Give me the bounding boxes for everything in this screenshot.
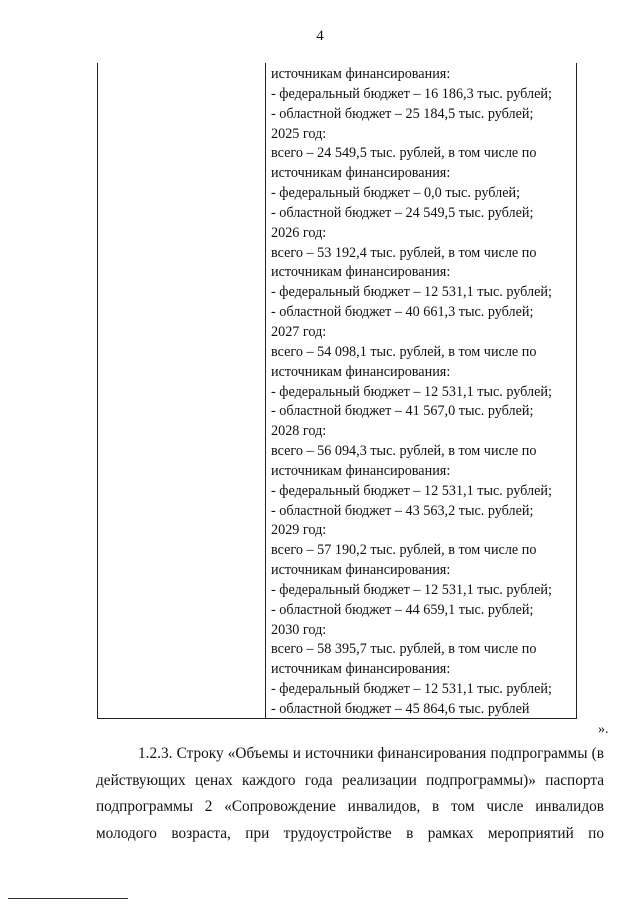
financing-line: всего – 58 395,7 тыс. рублей, в том числе по	[271, 641, 537, 658]
financing-line: 2026 год:	[271, 224, 327, 241]
financing-line: источникам финансирования:	[271, 165, 451, 182]
financing-line: - федеральный бюджет – 16 186,3 тыс. рублей;	[271, 85, 552, 102]
financing-cell	[271, 65, 572, 720]
financing-line: источникам финансирования:	[271, 264, 451, 281]
financing-line: - областной бюджет – 25 184,5 тыс. рублей;	[271, 105, 534, 122]
financing-line: всего – 53 192,4 тыс. рублей, в том числе по	[271, 244, 537, 261]
financing-line: - областной бюджет – 45 864,6 тыс. рублей	[271, 701, 530, 717]
financing-line: 2030 год:	[271, 621, 327, 638]
financing-line: источникам финансирования:	[271, 66, 451, 82]
paragraph-1-2-3	[96, 741, 604, 847]
financing-line: 2029 год:	[271, 522, 327, 539]
paragraph-line: действующих ценах каждого года реализации подпрограммы)» паспорта	[96, 771, 604, 789]
financing-line: - областной бюджет – 24 549,5 тыс. рублей;	[271, 204, 534, 221]
paragraph-line: подпрограммы 2 «Сопровождение инвалидов, в том числе инвалидов	[96, 798, 604, 816]
financing-table	[97, 63, 577, 719]
financing-line: - федеральный бюджет – 12 531,1 тыс. рублей;	[271, 581, 552, 598]
financing-line: всего – 57 190,2 тыс. рублей, в том числе по	[271, 542, 537, 559]
financing-line: всего – 54 098,1 тыс. рублей, в том числе по	[271, 343, 537, 360]
financing-line: 2028 год:	[271, 423, 327, 440]
column-divider	[265, 63, 266, 718]
paragraph-line: молодого возраста, при трудоустройстве в рамках мероприятий по	[96, 824, 604, 842]
financing-line: - федеральный бюджет – 12 531,1 тыс. рублей;	[271, 482, 552, 499]
financing-line: всего – 56 094,3 тыс. рублей, в том числе по	[271, 443, 537, 460]
financing-line: 2027 год:	[271, 323, 327, 340]
footer-rule	[8, 898, 128, 899]
financing-line: - областной бюджет – 41 567,0 тыс. рублей;	[271, 403, 534, 420]
financing-line: источникам финансирования:	[271, 562, 451, 579]
financing-line: источникам финансирования:	[271, 462, 451, 479]
financing-line: источникам финансирования:	[271, 363, 451, 380]
financing-line: - федеральный бюджет – 12 531,1 тыс. рублей;	[271, 383, 552, 400]
page-number: 4	[316, 28, 324, 44]
paragraph-line: 1.2.3. Строку «Объемы и источники финансирования подпрограммы (в	[138, 745, 604, 762]
closing-quote: ».	[598, 722, 609, 737]
financing-line: - областной бюджет – 44 659,1 тыс. рублей;	[271, 601, 534, 618]
financing-line: - федеральный бюджет – 0,0 тыс. рублей;	[271, 185, 521, 202]
financing-line: - федеральный бюджет – 12 531,1 тыс. рублей;	[271, 284, 552, 301]
financing-line: - областной бюджет – 40 661,3 тыс. рублей;	[271, 304, 534, 321]
financing-line: 2025 год:	[271, 125, 327, 142]
financing-line: всего – 24 549,5 тыс. рублей, в том числе по	[271, 145, 537, 162]
financing-line: - областной бюджет – 43 563,2 тыс. рублей;	[271, 502, 534, 519]
financing-line: - федеральный бюджет – 12 531,1 тыс. рублей;	[271, 681, 552, 698]
financing-line: источникам финансирования:	[271, 661, 451, 678]
